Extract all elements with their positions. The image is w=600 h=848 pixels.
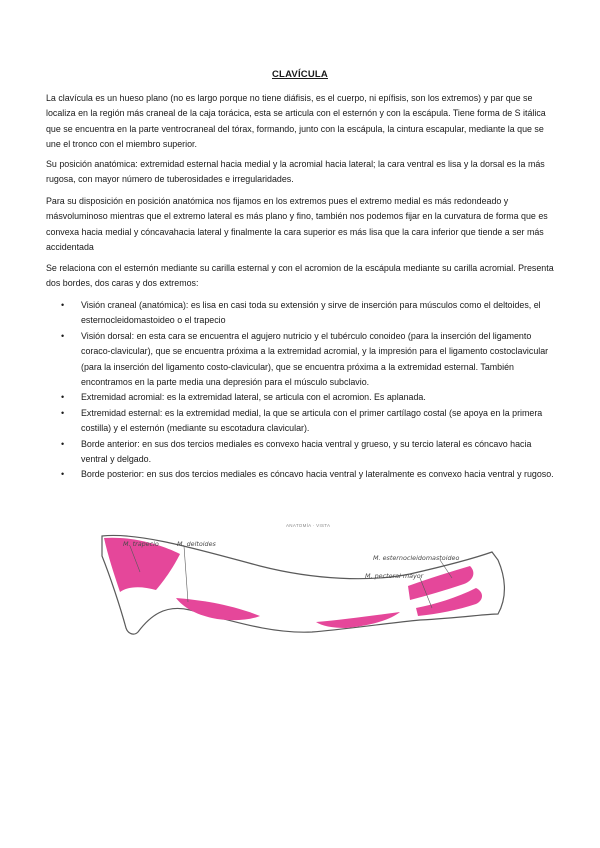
clavicle-illustration bbox=[80, 516, 540, 656]
label-esternocleidomastoideo: M. esternocleidomastoideo bbox=[373, 554, 460, 562]
bullet-icon: • bbox=[61, 407, 65, 418]
bullet-icon: • bbox=[61, 469, 65, 480]
bullet-icon: • bbox=[61, 392, 65, 403]
paragraph-intro: La clavícula es un hueso plano (no es largo porque no tiene diáfisis, es el cuerpo, ni epífisis, son los extremos) y par que se localiza en la región más craneal de la caja torácica, esta se articula con el esternón y con la escápula. Tiene forma de S itálica que se encuentra en la parte ventrocraneal del tórax, formando, junto con la escápula, la cintura escapular, mediante la que se une el tronco con el miembro superior. bbox=[46, 93, 546, 150]
label-deltoides: M. deltoides bbox=[177, 540, 216, 548]
list-item bbox=[46, 390, 558, 405]
bullet-icon: • bbox=[61, 438, 65, 449]
list-item-text: Borde anterior: en sus dos tercios mediales es convexo hacia ventral y grueso, y su tercio lateral es cóncavo hacia ventral y delgado. bbox=[81, 438, 532, 465]
list-item bbox=[46, 406, 558, 437]
figure-header: ANATOMÍA · VISTA bbox=[286, 523, 331, 528]
list-item-text: Borde posterior: en sus dos tercios mediales es cóncavo hacia ventral y lateralmente es convexo hacia ventral y rugoso. bbox=[81, 469, 554, 480]
list-item-text: Extremidad esternal: es la extremidad medial, la que se articula con el primer cartílago costal (se apoya en la primera costilla) y el esternón (mediante su escotadura clavicular). bbox=[81, 407, 543, 434]
paragraph-relations: Se relaciona con el esternón mediante su carilla esternal y con el acromion de la escápula mediante su carilla acromial. Presenta dos bordes, dos caras y dos extremos: bbox=[46, 263, 554, 289]
bullet-icon: • bbox=[61, 330, 65, 341]
list-item bbox=[46, 329, 558, 391]
list-item-text: Extremidad acromial: es la extremidad lateral, se articula con el acromion. Es aplanada. bbox=[81, 392, 426, 403]
paragraph-orientation: Para su disposición en posición anatómica nos fijamos en los extremos pues el extremo medial es más redondeado y másvoluminoso mientras que el extremo lateral es más plano y fino, también nos podemos fijar en la curvatura de forma que es convexa hacia medial y cóncavahacia lateral y finalmente la cara superior es más lisa que la cara inferior que tiende a ser más accidentada bbox=[46, 196, 548, 253]
list-item bbox=[46, 298, 558, 329]
label-pectoral-mayor: M. pectoral mayor bbox=[365, 572, 424, 580]
list-item-text: Visión dorsal: en esta cara se encuentra el agujero nutricio y el tubérculo conoideo (para la inserción del ligamento coraco-clavicular), que se encuentra próxima a la extremidad acromial, y la impresión para el ligamento costoclavicular (para la inserción del ligamento costo-clavicular), que se encuentra próxima a la extremidad esternal. También encontramos en la parte media una depresión para el músculo subclavio. bbox=[81, 330, 549, 388]
list-item-text: Visión craneal (anatómica): es lisa en casi toda su extensión y sirve de inserción para músculos como el deltoides, el esternocleidomastoideo o el trapecio bbox=[81, 300, 541, 326]
list-item bbox=[46, 467, 558, 482]
page-title: CLAVÍCULA bbox=[272, 69, 328, 80]
paragraph-position: Su posición anatómica: extremidad esternal hacia medial y la acromial hacia lateral; la cara ventral es lisa y la dorsal es la más rugosa, con mayor número de tuberosidades e irregularidades. bbox=[46, 159, 545, 185]
features-list bbox=[46, 298, 558, 483]
label-trapecio: M. trapecio bbox=[123, 540, 159, 548]
bullet-icon: • bbox=[61, 300, 65, 310]
list-item bbox=[46, 437, 558, 468]
